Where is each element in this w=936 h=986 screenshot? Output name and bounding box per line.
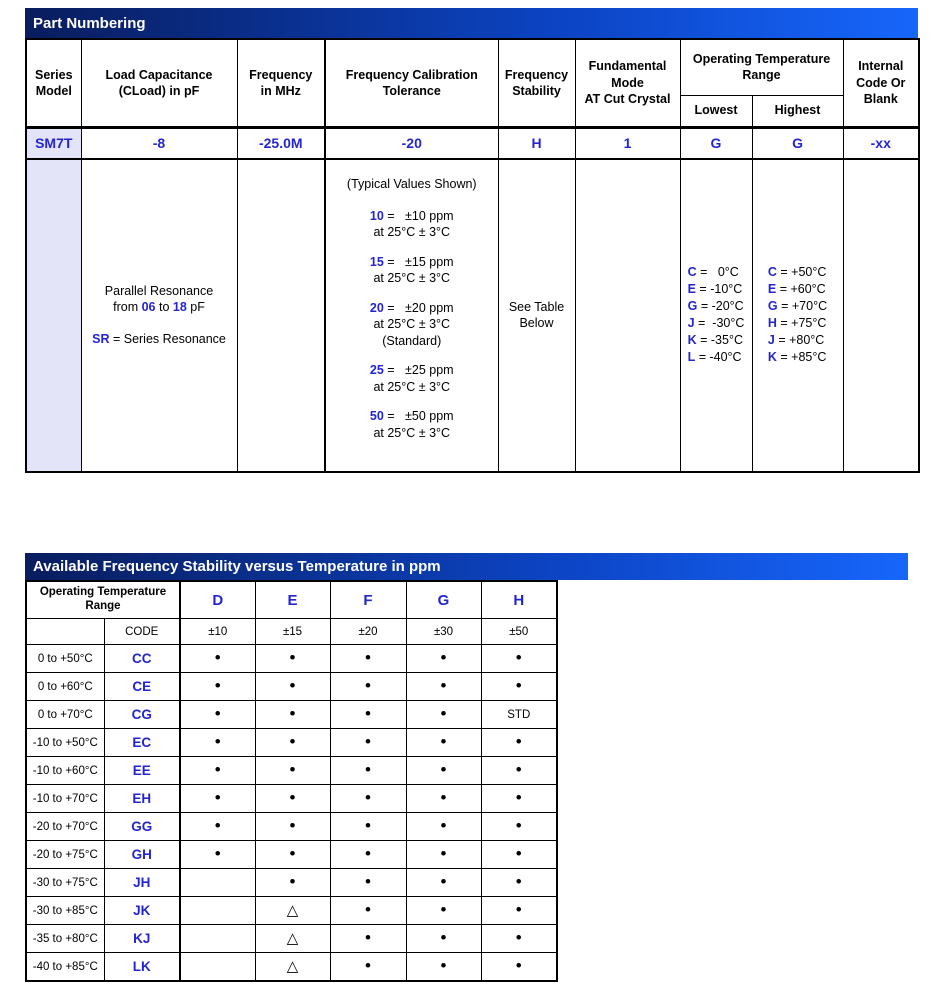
code-temp: = -20°C: [697, 299, 744, 314]
stability-row: [26, 701, 557, 729]
dot-icon: •: [515, 816, 522, 835]
dot-icon: •: [440, 788, 447, 807]
cell-stability-note: See Table Below: [498, 159, 575, 472]
code-temp: = +80°C: [774, 332, 825, 347]
triangle-icon: △: [286, 901, 299, 919]
calibration-entry: [326, 362, 498, 395]
temp-range-cell: 0 to +70°C: [26, 701, 104, 729]
dot-icon: •: [515, 844, 522, 863]
stability-row: [26, 953, 557, 982]
dot-icon: •: [365, 760, 371, 779]
range-code-cell: KJ: [104, 925, 180, 953]
dot-icon: •: [440, 956, 447, 975]
tolerance-code: 10: [369, 208, 384, 223]
dot-icon: •: [440, 844, 447, 863]
stability-row: [26, 645, 557, 673]
code-temp: = +60°C: [776, 282, 826, 297]
temp-code-line: [768, 349, 827, 366]
code-temp: = -35°C: [696, 332, 743, 347]
temp-range-cell: -40 to +85°C: [26, 953, 104, 982]
calibration-entry: [326, 408, 498, 441]
series-resonance-line: [82, 331, 237, 348]
code-temp: = +70°C: [777, 299, 828, 314]
available-dot: [406, 813, 481, 841]
header-load-capacitance: Load Capacitance (CLoad) in pF: [81, 39, 237, 127]
value-mode: 1: [575, 127, 680, 159]
available-dot: [330, 841, 406, 869]
temp-code-line: [768, 281, 827, 298]
code-temp: = -10°C: [695, 282, 743, 297]
tolerance-value: = ±50 ppm: [383, 409, 454, 423]
range-code-cell: CE: [104, 673, 180, 701]
temp-code-line: [688, 315, 745, 332]
dot-icon: •: [289, 648, 296, 667]
cell-load-capacitance-legend: Parallel Resonance from 06 to 18 pF SR = Series Resonance: [81, 159, 237, 472]
code-temp: = +75°C: [776, 316, 827, 330]
available-dot: [406, 841, 481, 869]
ppm-f: ±20: [330, 619, 406, 645]
header-operating-temp-range: Operating Temperature Range: [680, 39, 843, 95]
header-operating-temperature-range: Operating Temperature Range: [26, 581, 180, 619]
tolerance-code: 20: [369, 300, 384, 315]
available-dot: [330, 785, 406, 813]
code-temp: = -40°C: [695, 349, 742, 364]
corner-blank-cell: [26, 619, 104, 645]
stability-row: [26, 841, 557, 869]
stability-row: [26, 813, 557, 841]
value-internal-code: -xx: [843, 127, 919, 159]
code-temp: = -30°C: [694, 316, 745, 330]
ppm-g: ±30: [406, 619, 481, 645]
tolerance-code: 50: [369, 409, 384, 423]
available-dot: [330, 757, 406, 785]
dot-icon: •: [365, 928, 371, 947]
conditional-triangle: [255, 953, 330, 982]
cell-internal-blank: [843, 159, 919, 472]
dot-icon: •: [289, 760, 296, 779]
code-letter: C: [687, 265, 697, 280]
dot-icon: •: [440, 760, 447, 779]
text-segment: pF: [186, 300, 205, 315]
header-frequency: Frequency in MHz: [237, 39, 325, 127]
stability-row: [26, 673, 557, 701]
lowest-codes-list: [688, 264, 745, 365]
available-dot: [406, 673, 481, 701]
tolerance-condition: at 25°C ± 3°C: [373, 271, 451, 285]
dot-icon: •: [515, 788, 522, 807]
dot-icon: •: [440, 676, 447, 695]
dot-icon: •: [440, 816, 447, 835]
tolerance-condition: at 25°C ± 3°C: [373, 225, 451, 239]
stability-row: [26, 785, 557, 813]
part-numbering-title-bar: [25, 8, 918, 38]
code-temp: = 0°C: [696, 265, 739, 280]
dot-icon: •: [515, 956, 522, 975]
temp-code-line: [688, 349, 745, 366]
temp-range-cell: -20 to +70°C: [26, 813, 104, 841]
ppm-h: ±50: [481, 619, 557, 645]
empty-cell: [180, 953, 255, 982]
available-dot: [481, 729, 557, 757]
code-letter: SR: [92, 331, 110, 346]
available-dot: [330, 897, 406, 925]
temp-range-cell: -35 to +80°C: [26, 925, 104, 953]
dot-icon: •: [214, 788, 221, 807]
header-code-g: G: [406, 581, 481, 619]
available-dot: [180, 841, 255, 869]
header-fundamental-mode: Fundamental Mode AT Cut Crystal: [575, 39, 680, 127]
available-dot: [481, 953, 557, 982]
available-dot: [255, 785, 330, 813]
tolerance-value: = ±15 ppm: [383, 254, 454, 269]
code-letter: 06: [141, 300, 156, 315]
available-dot: [255, 869, 330, 897]
conditional-triangle: [255, 897, 330, 925]
cell-lowest-legend: [680, 159, 752, 472]
dot-icon: •: [515, 928, 522, 947]
header-internal-code: Internal Code Or Blank: [843, 39, 919, 127]
header-highest: Highest: [752, 95, 843, 127]
temp-range-cell: -30 to +75°C: [26, 869, 104, 897]
code-letter: K: [767, 349, 777, 364]
stability-row: [26, 925, 557, 953]
dot-icon: •: [214, 760, 221, 779]
dot-icon: •: [289, 844, 296, 863]
dot-icon: •: [365, 676, 371, 695]
range-code-cell: EC: [104, 729, 180, 757]
header-code-f: F: [330, 581, 406, 619]
temp-code-line: [688, 281, 745, 298]
dot-icon: •: [365, 900, 371, 919]
temp-range-cell: 0 to +60°C: [26, 673, 104, 701]
available-dot: [180, 813, 255, 841]
part-numbering-section: [25, 8, 918, 473]
available-dot: [330, 701, 406, 729]
calibration-entry: [326, 300, 498, 350]
calibration-entry: [326, 254, 498, 287]
available-dot: [255, 701, 330, 729]
temp-range-cell: -10 to +60°C: [26, 757, 104, 785]
available-dot: [406, 729, 481, 757]
value-load-capacitance: -8: [81, 127, 237, 159]
range-code-cell: CC: [104, 645, 180, 673]
dot-icon: •: [289, 732, 296, 751]
header-frequency-stability: Frequency Stability: [498, 39, 575, 127]
dot-icon: •: [440, 900, 447, 919]
load-cap-range-line: [82, 299, 237, 316]
dot-icon: •: [365, 648, 371, 667]
dot-icon: •: [289, 788, 296, 807]
available-dot: [481, 757, 557, 785]
temp-code-line: [768, 332, 827, 349]
available-dot: [406, 701, 481, 729]
conditional-triangle: [255, 925, 330, 953]
stability-row: [26, 869, 557, 897]
dot-icon: •: [515, 760, 522, 779]
dot-icon: •: [440, 928, 447, 947]
available-dot: [330, 673, 406, 701]
dot-icon: •: [289, 704, 296, 723]
temp-range-cell: -30 to +85°C: [26, 897, 104, 925]
cell-calibration-legend: [325, 159, 498, 472]
dot-icon: •: [365, 956, 371, 975]
dot-icon: •: [365, 844, 371, 863]
temp-range-cell: -10 to +70°C: [26, 785, 104, 813]
code-letter: G: [767, 299, 778, 314]
range-code-cell: JH: [104, 869, 180, 897]
code-letter: K: [687, 332, 697, 347]
calibration-entry: [326, 208, 498, 241]
tolerance-condition: at 25°C ± 3°C: [373, 379, 451, 394]
range-code-cell: CG: [104, 701, 180, 729]
available-dot: [330, 813, 406, 841]
tolerance-condition: at 25°C ± 3°C: [373, 317, 451, 331]
empty-cell: [180, 897, 255, 925]
available-dot: [406, 757, 481, 785]
dot-icon: •: [440, 872, 447, 891]
available-dot: [406, 897, 481, 925]
dot-icon: •: [515, 900, 522, 919]
available-dot: [481, 841, 557, 869]
available-dot: [406, 953, 481, 982]
available-dot: [180, 757, 255, 785]
dot-icon: •: [515, 676, 522, 695]
stability-row: [26, 729, 557, 757]
range-code-cell: EH: [104, 785, 180, 813]
code-letter: H: [767, 316, 777, 330]
temp-range-cell: -10 to +50°C: [26, 729, 104, 757]
temp-range-cell: 0 to +50°C: [26, 645, 104, 673]
range-code-cell: JK: [104, 897, 180, 925]
dot-icon: •: [365, 732, 371, 751]
temp-code-line: [768, 298, 827, 315]
dot-icon: •: [214, 648, 221, 667]
stability-row: [26, 757, 557, 785]
cell-series-model-blank: [26, 159, 81, 472]
available-dot: [180, 701, 255, 729]
available-dot: [330, 645, 406, 673]
code-letter: J: [767, 332, 775, 347]
temp-code-line: [688, 264, 745, 281]
dot-icon: •: [214, 732, 221, 751]
value-calibration: -20: [325, 127, 498, 159]
available-dot: [330, 729, 406, 757]
available-dot: [406, 645, 481, 673]
cell-frequency-blank: [237, 159, 325, 472]
part-numbering-title: Part Numbering: [33, 14, 146, 32]
tolerance-note: (Standard): [382, 333, 442, 348]
available-dot: [255, 645, 330, 673]
dot-icon: •: [365, 872, 371, 891]
tolerance-value: = ±10 ppm: [383, 208, 454, 223]
calibration-entries: [326, 208, 498, 442]
example-part-number-row: [26, 127, 919, 159]
available-dot: [481, 813, 557, 841]
available-dot: [406, 869, 481, 897]
header-series-model: Series Model: [26, 39, 81, 127]
code-letter: C: [767, 265, 777, 280]
ppm-e: ±15: [255, 619, 330, 645]
frequency-stability-section: [25, 553, 908, 982]
header-code-h: H: [481, 581, 557, 619]
std-cell: STD: [481, 701, 557, 729]
code-letter: G: [687, 299, 698, 314]
stability-row: [26, 897, 557, 925]
value-stability: H: [498, 127, 575, 159]
code-temp: = +85°C: [776, 349, 827, 364]
value-series-model: SM7T: [26, 127, 81, 159]
temp-code-line: [688, 332, 745, 349]
available-dot: [330, 953, 406, 982]
dot-icon: •: [515, 648, 522, 667]
value-highest: G: [752, 127, 843, 159]
dot-icon: •: [440, 732, 447, 751]
text-segment: from: [113, 300, 142, 315]
available-dot: [180, 729, 255, 757]
stability-table: [25, 580, 558, 982]
available-dot: [481, 869, 557, 897]
code-label-cell: CODE: [104, 619, 180, 645]
code-letter: E: [687, 282, 696, 297]
temp-code-line: [768, 264, 827, 281]
tolerance-value: = ±20 ppm: [383, 300, 454, 315]
temp-code-line: [688, 298, 745, 315]
code-letter: J: [687, 316, 695, 330]
part-numbering-table: [25, 38, 920, 473]
dot-icon: •: [440, 704, 447, 723]
range-code-cell: GG: [104, 813, 180, 841]
dot-icon: •: [289, 676, 296, 695]
tolerance-condition: at 25°C ± 3°C: [373, 425, 451, 440]
dot-icon: •: [214, 676, 221, 695]
dot-icon: •: [289, 816, 296, 835]
calibration-heading: (Typical Values Shown): [346, 177, 477, 191]
text-segment: to: [155, 300, 173, 315]
available-dot: [180, 785, 255, 813]
code-temp: = +50°C: [776, 265, 827, 280]
dot-icon: •: [365, 788, 371, 807]
value-lowest: G: [680, 127, 752, 159]
empty-cell: [180, 869, 255, 897]
code-letter: E: [767, 282, 777, 297]
value-frequency: -25.0M: [237, 127, 325, 159]
available-dot: [180, 673, 255, 701]
code-letter: 18: [172, 300, 187, 315]
dot-icon: •: [440, 648, 447, 667]
empty-cell: [180, 925, 255, 953]
ppm-d: ±10: [180, 619, 255, 645]
tolerance-code: 15: [369, 254, 384, 269]
available-dot: [481, 925, 557, 953]
available-dot: [255, 673, 330, 701]
stability-title: Available Frequency Stability versus Temperature in ppm: [33, 558, 441, 575]
dot-icon: •: [214, 816, 221, 835]
dot-icon: •: [365, 704, 371, 723]
tolerance-code: 25: [369, 363, 384, 377]
header-code-e: E: [255, 581, 330, 619]
header-lowest: Lowest: [680, 95, 752, 127]
available-dot: [180, 645, 255, 673]
header-code-d: D: [180, 581, 255, 619]
temp-range-cell: -20 to +75°C: [26, 841, 104, 869]
code-letter: L: [687, 349, 696, 364]
temp-code-line: [768, 315, 827, 332]
available-dot: [481, 785, 557, 813]
range-code-cell: GH: [104, 841, 180, 869]
available-dot: [406, 925, 481, 953]
available-dot: [330, 869, 406, 897]
available-dot: [481, 645, 557, 673]
range-code-cell: LK: [104, 953, 180, 982]
cell-mode-blank: [575, 159, 680, 472]
dot-icon: •: [365, 816, 371, 835]
available-dot: [481, 897, 557, 925]
highest-codes-list: [768, 264, 827, 365]
available-dot: [255, 729, 330, 757]
available-dot: [255, 813, 330, 841]
tolerance-value: = ±25 ppm: [383, 363, 454, 377]
available-dot: [255, 841, 330, 869]
triangle-icon: △: [286, 929, 299, 947]
dot-icon: •: [214, 844, 221, 863]
cell-highest-legend: [752, 159, 843, 472]
dot-icon: •: [515, 872, 522, 891]
available-dot: [406, 785, 481, 813]
stability-title-bar: [25, 553, 908, 580]
dot-icon: •: [214, 704, 221, 723]
available-dot: [481, 673, 557, 701]
dot-icon: •: [515, 732, 522, 751]
available-dot: [330, 925, 406, 953]
header-calibration-tolerance: Frequency Calibration Tolerance: [325, 39, 498, 127]
range-code-cell: EE: [104, 757, 180, 785]
available-dot: [255, 757, 330, 785]
triangle-icon: △: [286, 957, 299, 975]
dot-icon: •: [289, 872, 296, 891]
text-segment: = Series Resonance: [109, 331, 226, 346]
